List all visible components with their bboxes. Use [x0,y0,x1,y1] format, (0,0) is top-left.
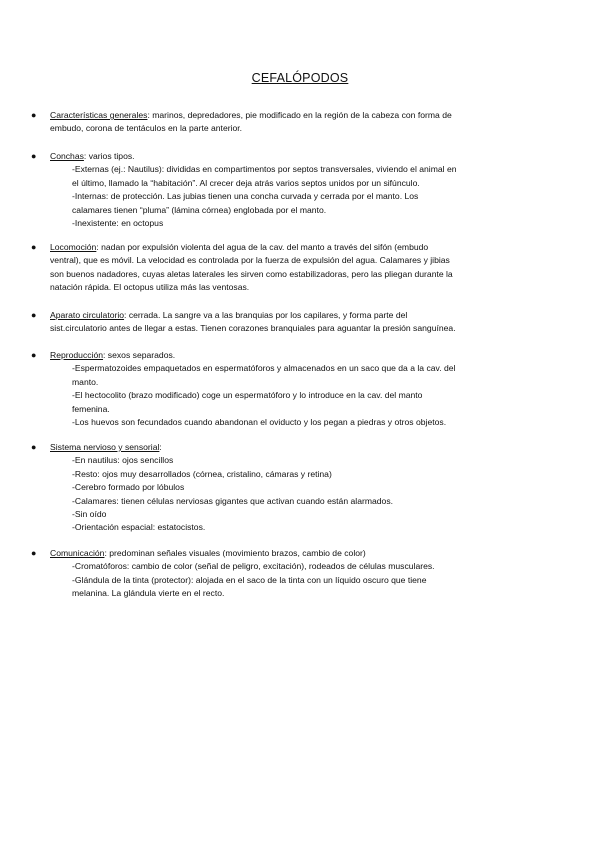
section-text: son buenos nadadores, cuyas aletas laterales les sirven como estabilizadoras, pero las pliegan durante la [50,268,453,279]
sub-item: -Cromatóforos: cambio de color (señal de peligro, excitación), rodeados de células musculares. [72,561,435,572]
bullet-icon: ● [31,350,37,360]
sub-item: -Cerebro formado por lóbulos [72,482,185,493]
section-heading: Comunicación [50,548,105,558]
bullet-icon: ● [31,242,37,252]
section-comunicacion [31,547,550,601]
sub-item: melanina. La glándula vierte en el recto. [72,588,225,599]
sub-item: -Orientación espacial: estatocistos. [72,522,206,533]
section-heading: Locomoción [50,242,97,252]
sub-item: -Calamares: tienen células nerviosas gigantes que activan cuando están alarmados. [72,495,394,506]
section-text: : predominan señales visuales (movimiento brazos, cambio de color) [104,548,366,558]
section-heading: Reproducción [50,350,104,360]
section-heading: Conchas [50,151,84,161]
sub-item: -Glándula de la tinta (protector): alojada en el saco de la tinta con un líquido oscuro que tiene [72,574,427,585]
sub-item: -Internas: de protección. Las jubias tienen una concha curvada y cerrada por el manto. Los [72,191,419,202]
section-locomocion [31,241,550,295]
sub-item: -Espermatozoides empaquetados en espermatóforos y almacenados en un saco que da a la cav. del [72,363,456,374]
sub-item: -Inexistente: en octopus [72,218,164,229]
section-text: : sexos separados. [103,350,176,360]
section-heading: Sistema nervioso y sensorial [50,442,160,452]
section-heading: Características generales [50,110,148,120]
bullet-icon: ● [31,310,37,320]
sub-item: femenina. [72,403,110,414]
sub-item: -Resto: ojos muy desarrollados (córnea, cristalino, cámaras y retina) [72,468,332,479]
section-text: embudo, corona de tentáculos en la parte anterior. [50,123,243,134]
section-text: natación rápida. El octopus utiliza más las ventosas. [50,282,250,293]
section-text: : cerrada. La sangre va a las branquias por los capilares, y forma parte del [124,310,408,320]
section-text: : varios tipos. [83,151,135,161]
sub-item: -Los huevos son fecundados cuando abandonan el oviducto y los pegan a piedras y otros objetos. [72,417,447,428]
sub-item: el último, llamado la “habitación”. Al crecer deja atrás varios septos unidos por un sifúnculo. [72,177,420,188]
section-reproduccion [31,349,550,429]
page-title: CEFALÓPODOS [251,71,349,85]
bullet-icon: ● [31,548,37,558]
section-text: ventral), que es móvil. La velocidad es controlada por la fuerza de expulsión del agua. Calamares y jibias [50,255,450,266]
sub-item: -Externas (ej.: Nautilus): divididas en compartimentos por septos transversales, viviendo el animal en [72,164,457,175]
section-text: : marinos, depredadores, pie modificado en la región de la cabeza con forma de [147,110,452,120]
sub-item: -El hectocolito (brazo modificado) coge un espermatóforo y lo introduce en la cav. del manto [72,390,423,401]
section-text: : [159,442,162,452]
section-heading: Aparato circulatorio [50,310,125,320]
section-aparato-circulatorio [31,309,550,336]
bullet-icon: ● [31,442,37,452]
section-text: : nadan por expulsión violenta del agua de la cav. del manto a través del sifón (embudo [96,242,429,252]
section-conchas [31,150,550,230]
section-sistema-nervioso [31,441,550,535]
bullet-icon: ● [31,151,37,161]
bullet-icon: ● [31,110,37,120]
sub-item: calamares tienen “pluma” (lámina córnea) englobada por el manto. [72,204,327,215]
sub-item: -Sin oído [72,509,107,520]
section-text: sist.circulatorio antes de llegar a estas. Tienen corazones branquiales para aguantar la presión sanguínea. [50,323,456,334]
sub-item: -En nautilus: ojos sencillos [72,455,174,466]
section-caracteristicas [31,109,550,136]
sub-item: manto. [72,376,99,387]
